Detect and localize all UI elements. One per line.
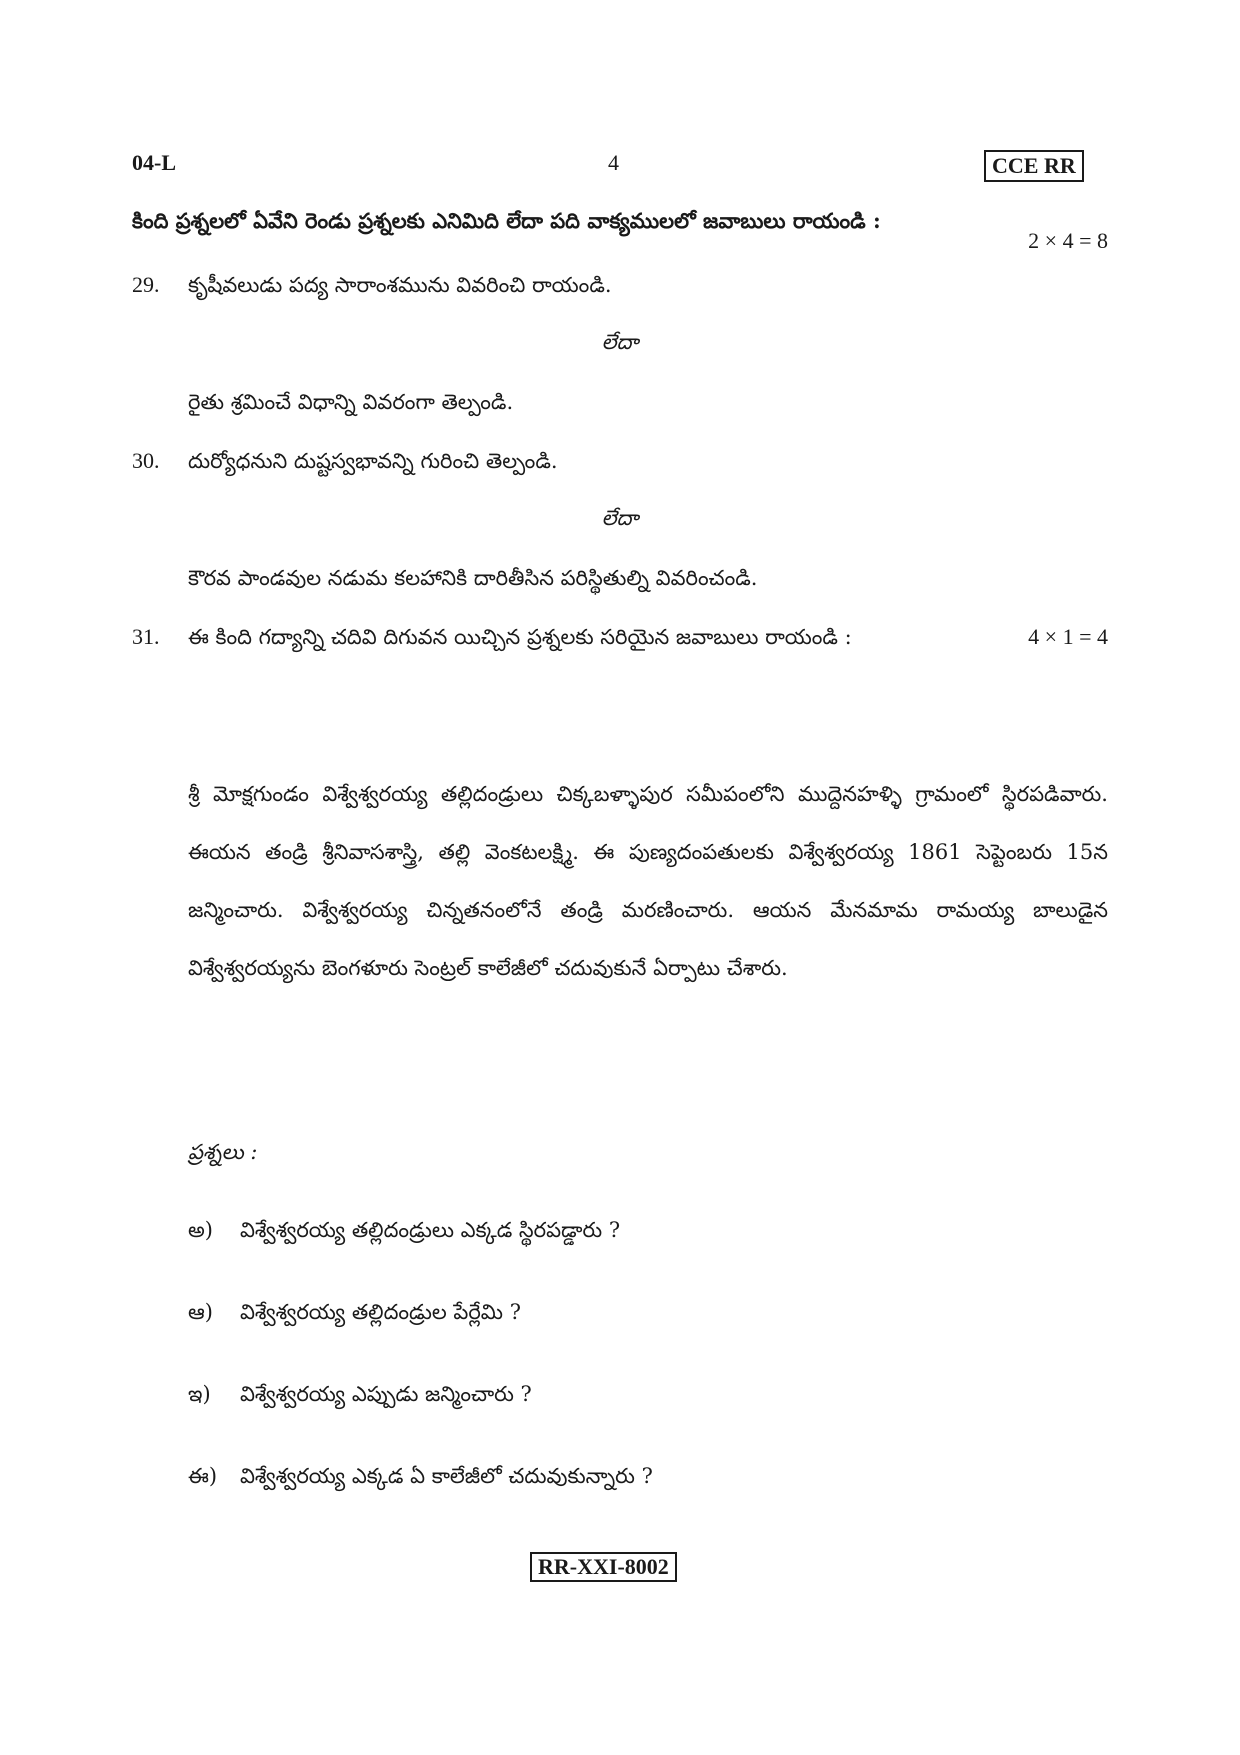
question-number: 31. (132, 624, 160, 649)
sub-question-text: విశ్వేశ్వరయ్య ఎక్కడ ఏ కాలేజీలో చదువుకున్నారు ? (240, 1464, 653, 1488)
question-number: 29. (132, 272, 160, 297)
question-text: కృషీవలుడు పద్య సారాంశమును వివరించి రాయండి. (188, 273, 612, 297)
sub-question-letter: ఇ) (188, 1382, 211, 1406)
question-29 (132, 272, 612, 303)
question-text: ఈ కింది గద్యాన్ని చదివి దిగువన యిచ్చిన ప్రశ్నలకు సరియైన జవాబులు రాయండి : (188, 625, 852, 649)
sub-question-letter: అ) (188, 1218, 213, 1242)
question-31 (132, 624, 852, 655)
section-instruction: కింది ప్రశ్నలలో ఏవేని రెండు ప్రశ్నలకు ఎనిమిది లేదా పది వాక్యములలో జవాబులు రాయండి : (132, 208, 881, 233)
sub-question (188, 1218, 620, 1248)
sub-question-letter: ఈ) (188, 1464, 218, 1488)
questions-label: ప్రశ్నలు : (188, 1140, 258, 1164)
question-31-marks: 4 × 1 = 4 (1028, 624, 1108, 649)
or-separator: లేదా (601, 506, 639, 530)
alternative-question: కౌరవ పాండవుల నడుమ కలహానికి దారితీసిన పరిస్థితుల్ని వివరించండి. (188, 566, 758, 590)
alternative-question: రైతు శ్రమించే విధాన్ని వివరంగా తెల్పండి. (188, 390, 514, 414)
question-text: దుర్యోధనుని దుష్టస్వభావన్ని గురించి తెల్పండి. (188, 449, 558, 473)
paper-code: 04-L (132, 150, 176, 175)
sub-question (188, 1382, 532, 1412)
question-number: 30. (132, 448, 160, 473)
reading-passage (188, 765, 1108, 997)
sub-question-letter: ఆ) (188, 1300, 213, 1324)
sub-question-text: విశ్వేశ్వరయ్య ఎప్పుడు జన్మించారు ? (240, 1382, 532, 1406)
sub-question (188, 1300, 521, 1330)
page-number: 4 (608, 150, 619, 175)
or-separator: లేదా (601, 330, 639, 354)
section-marks: 2 × 4 = 8 (1028, 228, 1108, 253)
footer-paper-code: RR-XXI-8002 (530, 1552, 677, 1582)
series-badge: CCE RR (984, 150, 1084, 182)
sub-question-text: విశ్వేశ్వరయ్య తల్లిదండ్రుల పేర్లేమి ? (240, 1300, 521, 1324)
passage-text: శ్రీ మోక్షగుండం విశ్వేశ్వరయ్య తల్లిదండ్రులు చిక్కబళ్ళాపుర సమీపంలోని ముద్దెనహళ్ళి గ్రామంలో స్థిరపడివారు. ఈయన తండ్రి శ్రీనివాసశాస్త్రి, తల్లి వెంకటలక్ష్మి. ఈ పుణ్యదంపతులకు విశ్వేశ్వరయ్య 1861 సెప్టెంబరు 15న జన్మించారు. విశ్వేశ్వరయ్య చిన్నతనంలోనే తండ్రి మరణించారు. ఆయన మేనమామ రామయ్య బాలుడైన విశ్వేశ్వరయ్యను బెంగళూరు సెంట్రల్ కాలేజీలో చదువుకునే ఏర్పాటు చేశారు. (188, 782, 1108, 980)
sub-question-text: విశ్వేశ్వరయ్య తల్లిదండ్రులు ఎక్కడ స్థిరపడ్డారు ? (240, 1218, 621, 1242)
sub-question (188, 1464, 653, 1494)
question-30 (132, 448, 558, 479)
